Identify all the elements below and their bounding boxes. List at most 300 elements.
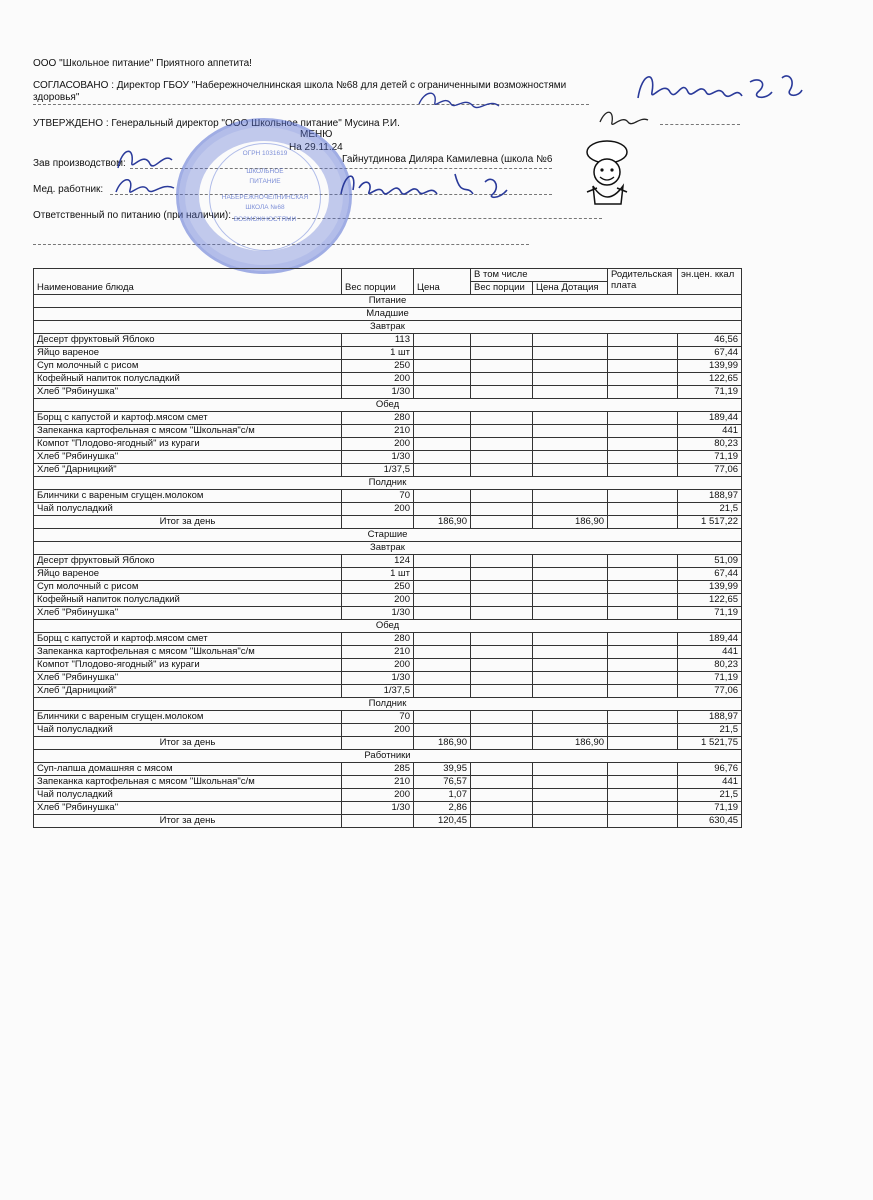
- subsidy-price: [533, 607, 608, 620]
- subsidy-price: [533, 503, 608, 516]
- energy-kcal: 67,44: [678, 568, 742, 581]
- section-title: Работники: [34, 750, 742, 763]
- energy-kcal: 21,5: [678, 503, 742, 516]
- portion-weight: 1/30: [342, 451, 414, 464]
- section-title: Младшие: [34, 308, 742, 321]
- dish-name: Кофейный напиток полусладкий: [34, 594, 342, 607]
- table-row: [34, 568, 742, 581]
- dish-name: Итог за день: [34, 516, 342, 529]
- subsidy-price: [533, 490, 608, 503]
- energy-kcal: 21,5: [678, 789, 742, 802]
- parent-payment: [608, 386, 678, 399]
- agreed-line: СОГЛАСОВАНО : Директор ГБОУ "Набережночелнинская школа №68 для детей с ограниченными возможностями: [33, 80, 567, 91]
- included-weight: [471, 373, 533, 386]
- table-row: [34, 724, 742, 737]
- stamp-text: ОГРН 1031619: [242, 150, 288, 157]
- dish-name: Яйцо вареное: [34, 568, 342, 581]
- section-row: [34, 698, 742, 711]
- portion-weight: 200: [342, 594, 414, 607]
- subsidy-price: [533, 594, 608, 607]
- medic-signature: [112, 170, 182, 200]
- subsidy-price: [533, 646, 608, 659]
- energy-kcal: 80,23: [678, 438, 742, 451]
- chef-logo-icon: [577, 138, 635, 208]
- total-row: [34, 516, 742, 529]
- energy-kcal: 188,97: [678, 490, 742, 503]
- dish-name: Блинчики с вареным сгущен.молоком: [34, 711, 342, 724]
- table-row: [34, 386, 742, 399]
- parent-payment: [608, 360, 678, 373]
- price: 76,57: [414, 776, 471, 789]
- responsible-label: Ответственный по питанию (при наличии):: [33, 210, 232, 221]
- subsidy-price: [533, 724, 608, 737]
- portion-weight: 70: [342, 490, 414, 503]
- parent-payment: [608, 815, 678, 828]
- medic-label: Мед. работник:: [33, 184, 104, 195]
- parent-payment: [608, 672, 678, 685]
- price: [414, 672, 471, 685]
- energy-kcal: 139,99: [678, 581, 742, 594]
- stamp-text: НАБЕРЕЖНОЧЕЛНИНСКАЯ: [221, 194, 309, 201]
- dish-name: Запеканка картофельная с мясом "Школьная"с/м: [34, 776, 342, 789]
- table-row: [34, 451, 742, 464]
- included-weight: [471, 347, 533, 360]
- included-weight: [471, 633, 533, 646]
- subsidy-price: [533, 802, 608, 815]
- portion-weight: 1 шт: [342, 568, 414, 581]
- parent-payment: [608, 568, 678, 581]
- portion-weight: 200: [342, 789, 414, 802]
- included-weight: [471, 815, 533, 828]
- stamp-inner-ring: [209, 143, 321, 251]
- parent-payment: [608, 711, 678, 724]
- price: [414, 568, 471, 581]
- portion-weight: 1/30: [342, 672, 414, 685]
- included-weight: [471, 672, 533, 685]
- energy-kcal: 122,65: [678, 594, 742, 607]
- dish-name: Запеканка картофельная с мясом "Школьная"с/м: [34, 646, 342, 659]
- parent-payment: [608, 685, 678, 698]
- energy-kcal: 189,44: [678, 412, 742, 425]
- parent-payment: [608, 776, 678, 789]
- portion-weight: 285: [342, 763, 414, 776]
- portion-weight: 200: [342, 438, 414, 451]
- col-header-weight: Вес порции: [342, 269, 414, 295]
- dish-name: Итог за день: [34, 737, 342, 750]
- dish-name: Чай полусладкий: [34, 724, 342, 737]
- section-row: [34, 542, 742, 555]
- subsidy-price: 186,90: [533, 516, 608, 529]
- parent-payment: [608, 490, 678, 503]
- parent-payment: [608, 581, 678, 594]
- energy-kcal: 1 521,75: [678, 737, 742, 750]
- price: [414, 659, 471, 672]
- included-weight: [471, 659, 533, 672]
- table-row: [34, 438, 742, 451]
- dish-name: Хлеб "Дарницкий": [34, 685, 342, 698]
- col-header-inc-weight: Вес порции: [471, 282, 533, 295]
- agreed-signature: [415, 84, 515, 114]
- production-name: Гайнутдинова Диляра Камилевна (школа №6: [342, 154, 553, 165]
- subsidy-price: [533, 789, 608, 802]
- included-weight: [471, 334, 533, 347]
- table-row: [34, 594, 742, 607]
- subsidy-price: [533, 568, 608, 581]
- energy-kcal: 71,19: [678, 386, 742, 399]
- price: [414, 360, 471, 373]
- section-row: [34, 477, 742, 490]
- table-row: [34, 789, 742, 802]
- included-weight: [471, 711, 533, 724]
- price: [414, 503, 471, 516]
- included-weight: [471, 737, 533, 750]
- parent-payment: [608, 802, 678, 815]
- dish-name: Хлеб "Рябинушка": [34, 451, 342, 464]
- table-row: [34, 672, 742, 685]
- dish-name: Итог за день: [34, 815, 342, 828]
- parent-payment: [608, 789, 678, 802]
- parent-payment: [608, 646, 678, 659]
- subsidy-price: [533, 776, 608, 789]
- energy-kcal: 441: [678, 776, 742, 789]
- total-row: [34, 815, 742, 828]
- portion-weight: 250: [342, 581, 414, 594]
- section-row: [34, 750, 742, 763]
- dish-name: Хлеб "Рябинушка": [34, 672, 342, 685]
- included-weight: [471, 438, 533, 451]
- included-weight: [471, 503, 533, 516]
- dish-name: Хлеб "Рябинушка": [34, 607, 342, 620]
- agreed-line-continued: здоровья": [33, 92, 80, 103]
- table-row: [34, 360, 742, 373]
- price: [414, 412, 471, 425]
- section-row: [34, 321, 742, 334]
- subsidy-price: [533, 464, 608, 477]
- subsidy-price: [533, 334, 608, 347]
- table-row: [34, 555, 742, 568]
- price: [414, 633, 471, 646]
- section-row: [34, 308, 742, 321]
- included-weight: [471, 802, 533, 815]
- parent-payment: [608, 373, 678, 386]
- included-weight: [471, 386, 533, 399]
- energy-kcal: 189,44: [678, 633, 742, 646]
- col-header-energy: эн.цен. ккал: [678, 269, 742, 295]
- energy-kcal: 46,56: [678, 334, 742, 347]
- stamp-text: ШКОЛА №68: [245, 204, 285, 211]
- table-row: [34, 607, 742, 620]
- included-weight: [471, 685, 533, 698]
- energy-kcal: 77,06: [678, 464, 742, 477]
- dish-name: Яйцо вареное: [34, 347, 342, 360]
- section-title: Завтрак: [34, 542, 742, 555]
- energy-kcal: 1 517,22: [678, 516, 742, 529]
- subsidy-price: [533, 412, 608, 425]
- dish-name: Запеканка картофельная с мясом "Школьная"с/м: [34, 425, 342, 438]
- table-row: [34, 412, 742, 425]
- table-row: [34, 334, 742, 347]
- subsidy-price: 186,90: [533, 737, 608, 750]
- price: [414, 464, 471, 477]
- energy-kcal: 139,99: [678, 360, 742, 373]
- table-row: [34, 425, 742, 438]
- parent-payment: [608, 607, 678, 620]
- included-weight: [471, 360, 533, 373]
- energy-kcal: 441: [678, 425, 742, 438]
- price: [414, 347, 471, 360]
- price: [414, 555, 471, 568]
- dish-name: Десерт фруктовый Яблоко: [34, 555, 342, 568]
- subsidy-price: [533, 581, 608, 594]
- portion-weight: 200: [342, 659, 414, 672]
- subsidy-price: [533, 659, 608, 672]
- included-weight: [471, 581, 533, 594]
- portion-weight: 1/37,5: [342, 685, 414, 698]
- price: [414, 581, 471, 594]
- parent-payment: [608, 425, 678, 438]
- menu-table-body: [34, 295, 742, 828]
- table-row: [34, 802, 742, 815]
- section-title: Обед: [34, 399, 742, 412]
- price: 39,95: [414, 763, 471, 776]
- energy-kcal: 71,19: [678, 672, 742, 685]
- portion-weight: 1 шт: [342, 347, 414, 360]
- energy-kcal: 71,19: [678, 802, 742, 815]
- dish-name: Суп-лапша домашняя с мясом: [34, 763, 342, 776]
- dish-name: Блинчики с вареным сгущен.молоком: [34, 490, 342, 503]
- parent-payment: [608, 724, 678, 737]
- menu-date: На 29.11.24: [289, 142, 343, 153]
- parent-payment: [608, 633, 678, 646]
- price: [414, 373, 471, 386]
- dish-name: Борщ с капустой и картоф.мясом смет: [34, 412, 342, 425]
- parent-payment: [608, 594, 678, 607]
- price: 120,45: [414, 815, 471, 828]
- table-row: [34, 347, 742, 360]
- included-weight: [471, 412, 533, 425]
- table-row: [34, 763, 742, 776]
- table-row: [34, 503, 742, 516]
- subsidy-price: [533, 360, 608, 373]
- subsidy-price: [533, 373, 608, 386]
- portion-weight: 1/30: [342, 802, 414, 815]
- dish-name: Кофейный напиток полусладкий: [34, 373, 342, 386]
- portion-weight: 124: [342, 555, 414, 568]
- parent-payment: [608, 503, 678, 516]
- portion-weight: 1/30: [342, 607, 414, 620]
- portion-weight: 210: [342, 425, 414, 438]
- section-title: Старшие: [34, 529, 742, 542]
- menu-table: [33, 268, 742, 828]
- section-row: [34, 399, 742, 412]
- approved-signature: [596, 104, 656, 132]
- price: [414, 425, 471, 438]
- dish-name: Суп молочный с рисом: [34, 581, 342, 594]
- price: [414, 607, 471, 620]
- included-weight: [471, 451, 533, 464]
- stamp-text: ВОЗМОЖНОСТЯМИ: [233, 216, 297, 223]
- section-title: Обед: [34, 620, 742, 633]
- parent-payment: [608, 516, 678, 529]
- parent-payment: [608, 737, 678, 750]
- energy-kcal: 122,65: [678, 373, 742, 386]
- portion-weight: 210: [342, 776, 414, 789]
- subsidy-price: [533, 451, 608, 464]
- section-title: Завтрак: [34, 321, 742, 334]
- price: 186,90: [414, 516, 471, 529]
- portion-weight: 1/37,5: [342, 464, 414, 477]
- col-header-name: Наименование блюда: [34, 269, 342, 295]
- energy-kcal: 96,76: [678, 763, 742, 776]
- portion-weight: 200: [342, 724, 414, 737]
- price: 186,90: [414, 737, 471, 750]
- portion-weight: 250: [342, 360, 414, 373]
- table-row: [34, 490, 742, 503]
- portion-weight: [342, 516, 414, 529]
- parent-payment: [608, 555, 678, 568]
- table-row: [34, 711, 742, 724]
- parent-payment: [608, 464, 678, 477]
- dish-name: Компот "Плодово-ягодный" из кураги: [34, 438, 342, 451]
- parent-payment: [608, 451, 678, 464]
- dish-name: Хлеб "Рябинушка": [34, 386, 342, 399]
- parent-payment: [608, 334, 678, 347]
- energy-kcal: 67,44: [678, 347, 742, 360]
- section-row: [34, 620, 742, 633]
- dish-name: Чай полусладкий: [34, 789, 342, 802]
- included-weight: [471, 646, 533, 659]
- price: [414, 594, 471, 607]
- energy-kcal: 21,5: [678, 724, 742, 737]
- org-line: ООО "Школьное питание" Приятного аппетита!: [33, 58, 252, 69]
- parent-payment: [608, 412, 678, 425]
- portion-weight: 70: [342, 711, 414, 724]
- price: [414, 685, 471, 698]
- portion-weight: 210: [342, 646, 414, 659]
- dish-name: Хлеб "Рябинушка": [34, 802, 342, 815]
- price: [414, 438, 471, 451]
- round-stamp: [176, 118, 352, 274]
- dish-name: Десерт фруктовый Яблоко: [34, 334, 342, 347]
- energy-kcal: 71,19: [678, 451, 742, 464]
- dish-name: Борщ с капустой и картоф.мясом смет: [34, 633, 342, 646]
- subsidy-price: [533, 633, 608, 646]
- subsidy-price: [533, 425, 608, 438]
- included-weight: [471, 776, 533, 789]
- included-weight: [471, 490, 533, 503]
- parent-payment: [608, 438, 678, 451]
- stamp-text: ШКОЛЬНОЕ: [246, 168, 284, 175]
- section-row: [34, 529, 742, 542]
- portion-weight: [342, 737, 414, 750]
- subsidy-price: [533, 711, 608, 724]
- table-row: [34, 646, 742, 659]
- stamp-text: ПИТАНИЕ: [249, 178, 281, 185]
- energy-kcal: 77,06: [678, 685, 742, 698]
- production-label: Зав производством:: [33, 158, 126, 169]
- included-weight: [471, 594, 533, 607]
- portion-weight: 113: [342, 334, 414, 347]
- parent-payment: [608, 659, 678, 672]
- energy-kcal: 630,45: [678, 815, 742, 828]
- subsidy-price: [533, 347, 608, 360]
- menu-title: МЕНЮ: [300, 129, 333, 140]
- approved-signature-line: [660, 124, 740, 125]
- subsidy-price: [533, 555, 608, 568]
- price: [414, 711, 471, 724]
- included-weight: [471, 724, 533, 737]
- dish-name: Суп молочный с рисом: [34, 360, 342, 373]
- included-weight: [471, 516, 533, 529]
- portion-weight: [342, 815, 414, 828]
- price: 1,07: [414, 789, 471, 802]
- table-row: [34, 659, 742, 672]
- medic-handwritten-name: [335, 164, 535, 204]
- price: [414, 646, 471, 659]
- table-row: [34, 776, 742, 789]
- table-row: [34, 633, 742, 646]
- included-weight: [471, 763, 533, 776]
- col-header-parent: Родительская плата: [608, 269, 678, 295]
- section-title: Полдник: [34, 477, 742, 490]
- price: [414, 386, 471, 399]
- subsidy-price: [533, 386, 608, 399]
- energy-kcal: 51,09: [678, 555, 742, 568]
- portion-weight: 200: [342, 503, 414, 516]
- included-weight: [471, 607, 533, 620]
- energy-kcal: 80,23: [678, 659, 742, 672]
- price: 2,86: [414, 802, 471, 815]
- included-weight: [471, 555, 533, 568]
- portion-weight: 1/30: [342, 386, 414, 399]
- included-weight: [471, 568, 533, 581]
- total-row: [34, 737, 742, 750]
- price: [414, 724, 471, 737]
- director-signature: [630, 62, 820, 112]
- subsidy-price: [533, 438, 608, 451]
- approved-line: УТВЕРЖДЕНО : Генеральный директор "ООО Школьное питание" Мусина Р.И.: [33, 118, 400, 129]
- included-weight: [471, 464, 533, 477]
- dish-name: Чай полусладкий: [34, 503, 342, 516]
- table-row: [34, 464, 742, 477]
- table-row: [34, 373, 742, 386]
- table-header-row: [34, 269, 742, 282]
- portion-weight: 280: [342, 633, 414, 646]
- section-row: [34, 295, 742, 308]
- dish-name: Хлеб "Дарницкий": [34, 464, 342, 477]
- price: [414, 334, 471, 347]
- energy-kcal: 441: [678, 646, 742, 659]
- section-title: Питание: [34, 295, 742, 308]
- portion-weight: 280: [342, 412, 414, 425]
- subsidy-price: [533, 672, 608, 685]
- col-header-including: В том числе: [471, 269, 608, 282]
- included-weight: [471, 425, 533, 438]
- dish-name: Компот "Плодово-ягодный" из кураги: [34, 659, 342, 672]
- included-weight: [471, 789, 533, 802]
- parent-payment: [608, 347, 678, 360]
- subsidy-price: [533, 685, 608, 698]
- col-header-inc-price: Цена Дотация: [533, 282, 608, 295]
- energy-kcal: 71,19: [678, 607, 742, 620]
- section-title: Полдник: [34, 698, 742, 711]
- price: [414, 451, 471, 464]
- subsidy-price: [533, 815, 608, 828]
- price: [414, 490, 471, 503]
- col-header-price: Цена: [414, 269, 471, 295]
- table-row: [34, 685, 742, 698]
- table-row: [34, 581, 742, 594]
